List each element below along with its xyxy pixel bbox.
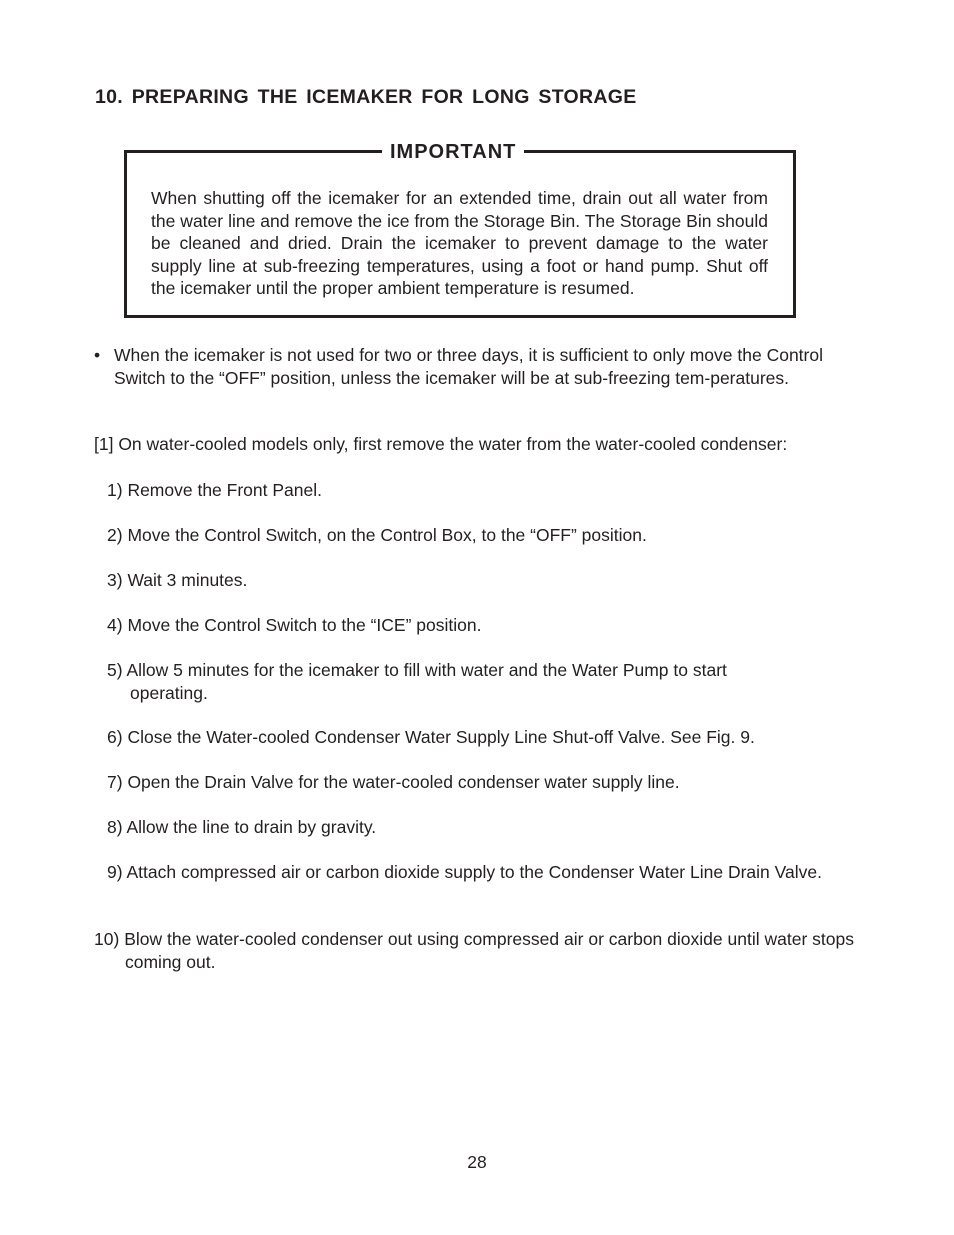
step-3 — [107, 569, 823, 592]
step-text: Move the Control Switch, on the Control Box, to the “OFF” position. — [127, 525, 647, 545]
step-text: Attach compressed air or carbon dioxide supply to the Condenser Water Line Drain Valve. — [126, 862, 822, 882]
step-number: 3) — [107, 570, 123, 590]
step-6 — [107, 726, 823, 749]
step-8 — [107, 816, 823, 839]
step-9 — [107, 861, 846, 884]
step-text: Remove the Front Panel. — [127, 480, 322, 500]
step-number: 2) — [107, 525, 123, 545]
step-number: 4) — [107, 615, 123, 635]
step-number: 6) — [107, 727, 123, 747]
step-10 — [94, 928, 854, 973]
important-label: IMPORTANT — [382, 139, 524, 165]
water-cooled-intro: [1] On water-cooled models only, first remove the water from the water-cooled condenser: — [94, 434, 788, 454]
step-text: Close the Water-cooled Condenser Water Supply Line Shut-off Valve. See Fig. 9. — [127, 727, 755, 747]
step-number: 7) — [107, 772, 123, 792]
step-text: Allow 5 minutes for the icemaker to fill with water and the Water Pump to start operating. — [126, 660, 727, 703]
step-number: 8) — [107, 817, 123, 837]
step-4 — [107, 614, 823, 637]
step-7 — [107, 771, 823, 794]
step-number: 9) — [107, 862, 123, 882]
bullet-mark: • — [94, 345, 101, 365]
page-number: 28 — [467, 1152, 487, 1172]
important-notice-text: When shutting off the icemaker for an extended time, drain out all water from the water line and remove the ice from the Storage Bin. The Storage Bin should be cleaned and dried. Drain the icemaker to prevent damage to the water supply line at sub-freezing temperatures, using a foot or hand pump. Shut off the icemaker until the proper ambient temperature is resumed. — [151, 188, 768, 298]
step-1 — [107, 479, 823, 502]
bullet-item — [94, 344, 823, 389]
step-text: Wait 3 minutes. — [127, 570, 248, 590]
important-notice-box — [124, 141, 796, 318]
step-number: 10) — [94, 929, 120, 949]
step-text: Move the Control Switch to the “ICE” position. — [127, 615, 482, 635]
section-heading: 10. PREPARING THE ICEMAKER FOR LONG STORAGE — [95, 86, 637, 108]
step-text: Allow the line to drain by gravity. — [126, 817, 377, 837]
bullet-text: When the icemaker is not used for two or three days, it is sufficient to only move the Control Switch to the “OFF” position, unless the icemaker will be at sub-freezing tem-peratures. — [114, 345, 823, 388]
step-number: 5) — [107, 660, 123, 680]
step-2 — [107, 524, 823, 547]
step-text: Blow the water-cooled condenser out using compressed air or carbon dioxide until water stops coming out. — [124, 929, 854, 972]
step-5 — [107, 659, 790, 704]
step-number: 1) — [107, 480, 123, 500]
step-text: Open the Drain Valve for the water-cooled condenser water supply line. — [127, 772, 680, 792]
